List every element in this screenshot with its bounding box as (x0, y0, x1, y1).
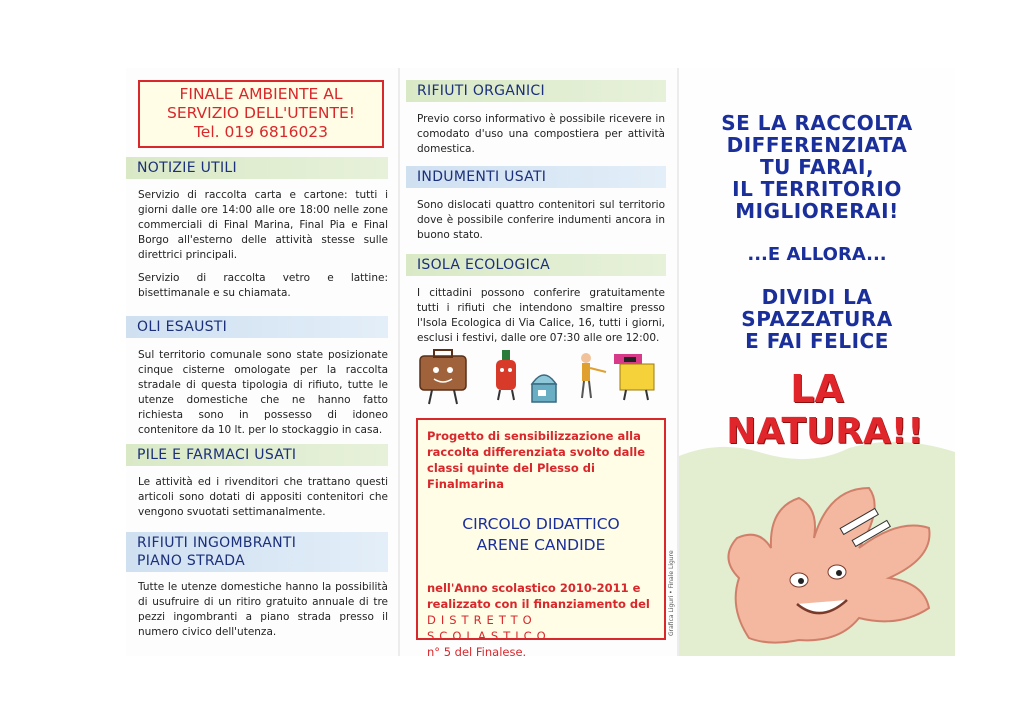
oli-heading: OLI ESAUSTI (126, 316, 388, 338)
dividi-line1: DIVIDI LA (761, 285, 873, 309)
isola-heading: ISOLA ECOLOGICA (406, 254, 666, 276)
project-title-line2: ARENE CANDIDE (476, 536, 606, 554)
recycling-characters-illustration (414, 346, 666, 412)
project-outro-line1: nell'Anno scolastico 2010-2011 e (427, 581, 641, 595)
dividi-line3: E FAI FELICE (745, 329, 889, 353)
panel-left (126, 68, 398, 656)
smiling-leaf-drawing (709, 468, 949, 648)
natura-line2: NATURA!! (726, 411, 924, 452)
oli-text: Sul territorio comunale sono state posizionate cinque cisterne omologate per la raccolta stradale di questa tipologia di rifiuto, tutte le utenze domestiche che ne hanno fatto richiesta sono in possesso di idoneo contenitore da 10 lt. per lo stockaggio in casa. (138, 349, 388, 436)
dividi-slogan (679, 286, 955, 352)
slogan (679, 112, 955, 222)
ingombranti-text: Tutte le utenze domestiche hanno la possibilità di usufruire di un ritiro gratuito annuale di tre pezzi ingombranti a piano strada presso il numero civico dell'utenza. (138, 581, 388, 638)
hotline-line2: SERVIZIO DELL'UTENTE! (167, 104, 355, 122)
project-outro-line3: DISTRETTO SCOLASTICO (427, 613, 551, 643)
box-character-icon (614, 354, 654, 400)
printer-credit: Grafica Liguri • Finale Ligure (668, 550, 675, 636)
hotline-line1: FINALE AMBIENTE AL (179, 85, 343, 103)
project-title-line1: CIRCOLO DIDATTICO (462, 515, 620, 533)
notizie-paragraph-1: Servizio di raccolta carta e cartone: tutti i giorni dalle ore 14:00 alle ore 18:00 nelle zone commerciali di Final Marina, Final Pia e Final Borgo all'esterno delle attività stesse sulle direttrici principali. (138, 189, 388, 261)
bottle-character-icon (496, 350, 516, 400)
slogan-line2: DIFFERENZIATA (726, 133, 908, 157)
pile-text: Le attività ed i rivenditori che trattano questi articoli sono dotati di appositi contenitori che vengono svuotati settimanalmente. (138, 476, 388, 518)
panel-cover (679, 68, 955, 656)
ingombranti-heading-line1: RIFIUTI INGOMBRANTI (137, 535, 297, 551)
isola-text: I cittadini possono conferire gratuitamente tutti i rifiuti che intendono smaltire presso l'Isola Ecologica di Via Calice, 16, tutti i giorni, esclusi i festivi, dalle ore 07:30 alle ore 12:00. (417, 287, 665, 344)
notizie-heading: NOTIZIE UTILI (126, 157, 388, 179)
project-box (416, 418, 666, 659)
pile-heading: PILE E FARMACI USATI (126, 444, 388, 466)
slogan-line3: TU FARAI, (759, 155, 875, 179)
hotline-box (138, 80, 384, 148)
suitcase-character-icon (420, 350, 466, 404)
container-bin-icon (532, 375, 556, 402)
allora-text: ...E ALLORA... (747, 244, 887, 265)
natura-line1: LA (790, 367, 844, 411)
person-waving-icon (581, 353, 606, 398)
slogan-line4: IL TERRITORIO (732, 177, 902, 201)
indumenti-heading: INDUMENTI USATI (406, 166, 666, 188)
slogan-line5: MIGLIORERAI! (735, 199, 899, 223)
organici-heading: RIFIUTI ORGANICI (406, 80, 666, 102)
hotline-phone: Tel. 019 6816023 (193, 123, 329, 141)
project-title (427, 514, 655, 556)
project-outro-line2: realizzato con il finanziamento del (427, 597, 650, 611)
indumenti-text: Sono dislocati quattro contenitori sul territorio dove è possibile conferire indumenti ancora in buono stato. (417, 199, 665, 241)
notizie-paragraph-2: Servizio di raccolta vetro e lattine: bisettimanale e su chiamata. (138, 272, 388, 299)
ingombranti-heading-line2: PIANO STRADA (137, 553, 245, 569)
ingombranti-heading (126, 532, 388, 572)
notizie-text (138, 188, 388, 309)
organici-text: Previo corso informativo è possibile ricevere in comodato d'uso una compostiera per attività domestica. (417, 113, 665, 155)
project-intro: Progetto di sensibilizzazione alla raccolta differenziata svolto dalle classi quinte del Plesso di Finalmarina (427, 429, 646, 491)
slogan-line1: SE LA RACCOLTA (721, 111, 913, 135)
panel-center (400, 68, 678, 659)
dividi-line2: SPAZZATURA (741, 307, 893, 331)
project-outro-line4: n° 5 del Finalese. (427, 645, 527, 659)
